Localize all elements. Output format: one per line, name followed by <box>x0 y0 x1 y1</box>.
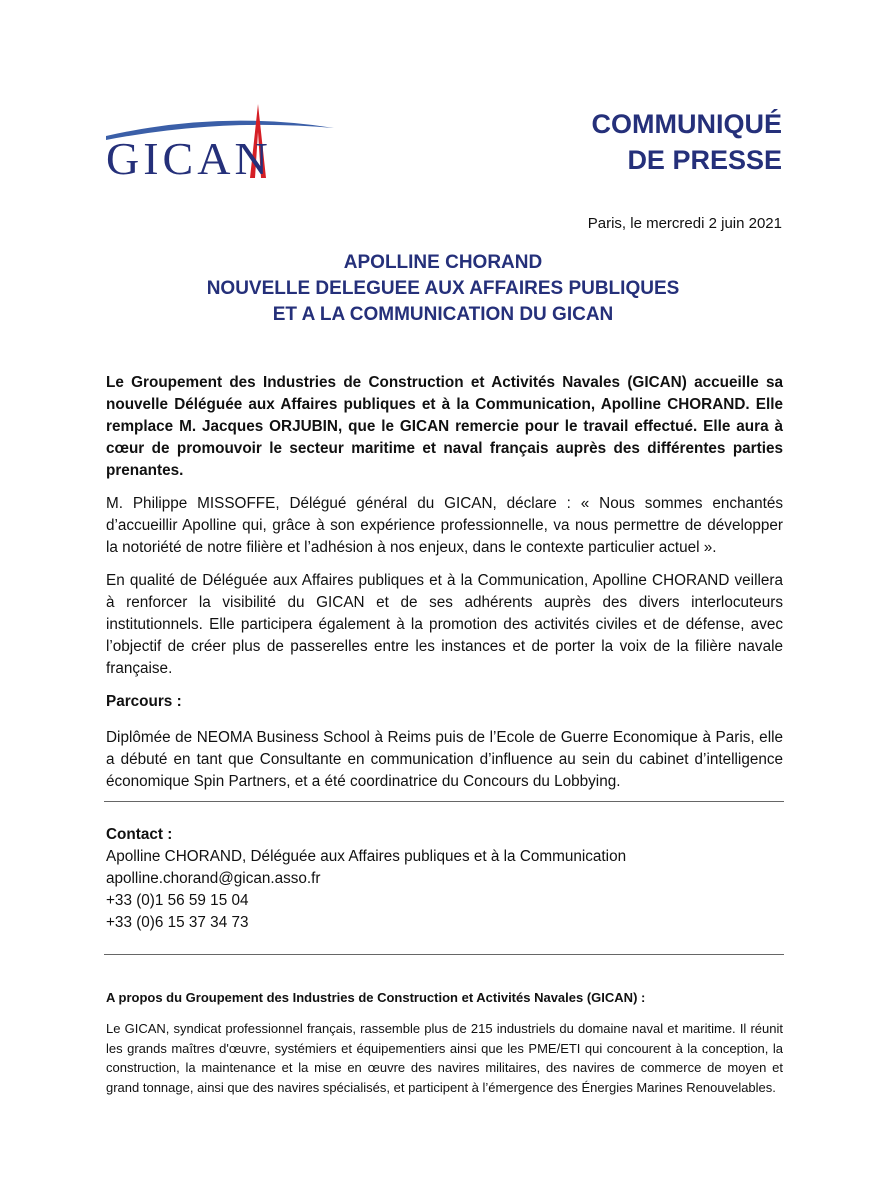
about-heading: A propos du Groupement des Industries de Construction et Activités Navales (GICAN) : <box>106 990 646 1005</box>
contact-phone-1: +33 (0)1 56 59 15 04 <box>106 892 249 909</box>
title-line-1: APOLLINE CHORAND <box>343 252 543 273</box>
document-type-line-2: DE PRESSE <box>627 145 782 175</box>
contact-phone-2: +33 (0)6 15 37 34 73 <box>106 914 249 931</box>
role-paragraph: En qualité de Déléguée aux Affaires publiques et à la Communication, Apolline CHORAND veillera à renforcer la visibilité du GICAN et de ses adhérents auprès des divers interlocuteurs institutionnels. Elle participera également à la promotion des activités civiles et de défense, avec l’objectif de créer plus de passerelles entre les instances et de porter la voix de la filière navale française. <box>106 572 783 677</box>
parcours-paragraph: Diplômée de NEOMA Business School à Reims puis de l’Ecole de Guerre Economique à Paris, elle a débuté en tant que Consultante en communication d’influence au sein du cabinet d’intelligence économique Spin Partners, et a été coordinatrice du Concours du Lobbying. <box>106 729 783 790</box>
contact-block <box>106 824 626 934</box>
divider <box>104 954 784 955</box>
contact-heading: Contact : <box>106 826 173 843</box>
contact-email[interactable]: apolline.chorand@gican.asso.fr <box>106 870 321 887</box>
about-paragraph: Le GICAN, syndicat professionnel français, rassemble plus de 215 industriels du domaine naval et maritime. Il réunit les grands maîtres d'œuvre, systémiers et équipementiers ainsi que les PME/ETI qui concourent à la conception, la construction, la maintenance et la mise en œuvre des navires militaires, des navires de commerce de moyen et grand tonnage, ainsi que des navires spécialisés, et participent à l’émergence des Énergies Marines Renouvelables. <box>106 1021 783 1095</box>
divider <box>104 801 784 802</box>
title-line-3: ET A LA COMMUNICATION DU GICAN <box>272 304 614 325</box>
document-type-line-1: COMMUNIQUÉ <box>591 109 782 139</box>
parcours-heading: Parcours : <box>106 693 182 710</box>
press-release-body <box>106 372 783 804</box>
title-line-2: NOUVELLE DELEGUEE AUX AFFAIRES PUBLIQUES <box>206 278 680 299</box>
lead-paragraph: Le Groupement des Industries de Construction et Activités Navales (GICAN) accueille sa nouvelle Déléguée aux Affaires publiques et à la Communication, Apolline CHORAND. Elle remplace M. Jacques ORJUBIN, que le GICAN remercie pour le travail effectué. Elle aura à cœur de promouvoir le secteur maritime et naval français auprès des différentes parties prenantes. <box>106 374 783 479</box>
logo-wordmark: GICAN <box>106 133 272 184</box>
release-date: Paris, le mercredi 2 juin 2021 <box>587 215 782 232</box>
gican-logo <box>100 96 340 182</box>
press-release-title <box>100 250 786 328</box>
contact-name: Apolline CHORAND, Déléguée aux Affaires publiques et à la Communication <box>106 848 627 865</box>
quote-paragraph: M. Philippe MISSOFFE, Délégué général du GICAN, déclare : « Nous sommes enchantés d’accueillir Apolline qui, grâce à son expérience professionnelle, va nous permettre de développer la notoriété de notre filière et l’adhésion à nos enjeux, dans le contexte particulier actuel ». <box>106 495 783 556</box>
document-type <box>592 106 783 178</box>
